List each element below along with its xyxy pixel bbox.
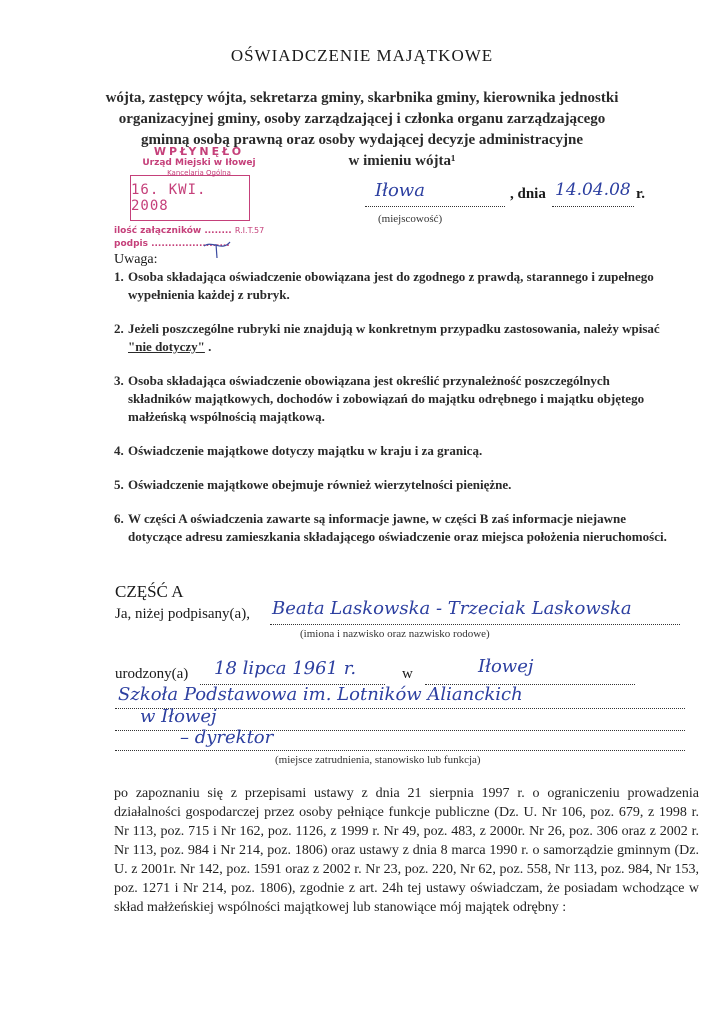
receipt-stamp <box>114 146 284 178</box>
stamp-attachments-value: R.I.T.57 <box>234 226 265 235</box>
date-label: , dnia <box>510 186 546 202</box>
born-in-label: w <box>402 666 413 682</box>
stamp-attachments <box>114 226 264 236</box>
signed-label: Ja, niżej podpisany(a), <box>115 606 250 622</box>
stamp-department: Kancelaria Ogólna <box>167 169 231 177</box>
born-date-value: 18 lipca 1961 r. <box>214 658 357 679</box>
document-subtitle <box>0 88 724 172</box>
part-a-heading: CZĘŚĆ A <box>115 582 184 601</box>
date-value: 14.04.08 <box>555 180 631 200</box>
list-item: 3. Osoba składająca oświadczenie obowiązana jest określić przynależność poszczególnych składników majątkowych, dochodów i zobowiązań do majątku odrębnego i majątku objętego małżeńską wspólnością majątkową. <box>114 373 645 424</box>
stamp-received: WPŁYNĘŁO <box>153 145 245 158</box>
subtitle-line: w imieniu wójta¹ <box>348 153 456 169</box>
stamp-date-box <box>130 175 250 221</box>
place-caption: (miejscowość) <box>378 213 443 225</box>
list-item: 6. W części A oświadczenia zawarte są informacje jawne, w części B zaś informacje niejawne dotyczące adresu zamieszkania składającego oświadczenie oraz miejsca położenia nieruchomości. <box>114 511 667 544</box>
stamp-signature-icon <box>200 236 240 262</box>
list-item: 5. Oświadczenie majątkowe obejmuje również wierzytelności pieniężne. <box>114 477 512 492</box>
list-item: 4. Oświadczenie majątkowe dotyczy majątku w kraju i za granicą. <box>114 443 483 458</box>
document-title: OŚWIADCZENIE MAJĄTKOWE <box>230 46 494 65</box>
name-caption: (imiona i nazwisko oraz nazwisko rodowe) <box>300 628 490 640</box>
list-item: 1. Osoba składająca oświadczenie obowiązana jest do zgodnego z prawdą, starannego i zupełnego wypełnienia każdej z rubryk. <box>114 269 654 302</box>
employment-value: w Iłowej <box>140 706 217 727</box>
place-value: Iłowa <box>375 180 425 201</box>
born-place-value: Iłowej <box>478 656 534 677</box>
stamp-office: Urząd Miejski w Iłowej <box>142 158 256 168</box>
not-applicable-phrase: "nie dotyczy" <box>128 339 205 354</box>
born-label: urodzony(a) <box>115 666 189 682</box>
employment-caption: (miejsce zatrudnienia, stanowisko lub funkcja) <box>275 754 481 766</box>
subtitle-line: organizacyjnej gminy, osoby zarządzającej i członka organu zarządzającego <box>118 111 606 127</box>
list-item: 2. Jeżeli poszczególne rubryki nie znajdują w konkretnym przypadku zastosowania, należy wpisać "nie dotyczy" . <box>114 321 660 354</box>
employment-value: – dyrektor <box>180 727 274 748</box>
employment-value: Szkoła Podstawowa im. Lotników Alianckich <box>118 684 523 705</box>
notes-list <box>114 268 674 562</box>
subtitle-line: gminną osobą prawną oraz osoby wydającej decyzje administracyjne <box>140 132 584 148</box>
notes-heading: Uwaga: <box>114 252 158 267</box>
stamp-attachments-label: ilość załączników ........ <box>114 226 232 236</box>
subtitle-line: wójta, zastępcy wójta, sekretarza gminy, skarbnika gminy, kierownika jednostki <box>105 90 619 106</box>
name-value: Beata Laskowska - Trzeciak Laskowska <box>272 598 632 619</box>
stamp-date: 16. KWI. 2008 <box>131 182 207 214</box>
declaration-body: po zapoznaniu się z przepisami ustawy z dnia 21 sierpnia 1997 r. o ograniczeniu prowadzenia działalności gospodarczej przez osoby pełniące funkcje publiczne (Dz. U. Nr 106, poz. 679, z 1998 r. Nr 113, poz. 715 i Nr 162, poz. 1126, z 1999 r. Nr 49, poz. 483, z 2000r. Nr 26, poz. 306 oraz z 2002 r. Nr 113, poz. 984 i Nr 214, poz. 1806) oraz ustawy z dnia 8 marca 1990 r. o samorządzie gminnym (Dz. U. z 2001r. Nr 142, poz. 1591 oraz z 2002 r. Nr 23, poz. 220, Nr 62, poz. 558, Nr 113, poz. 984, Nr 153, poz. 1271 i Nr 214, poz. 1806), zgodnie z art. 24h tej ustawy oświadczam, że posiadam wchodzące w skład małżeńskiej wspólności majątkowej lub stanowiące mój majątek odrębny : <box>114 786 699 915</box>
date-suffix: r. <box>636 186 646 202</box>
stamp-signature-label: podpis ....................... <box>114 239 230 249</box>
